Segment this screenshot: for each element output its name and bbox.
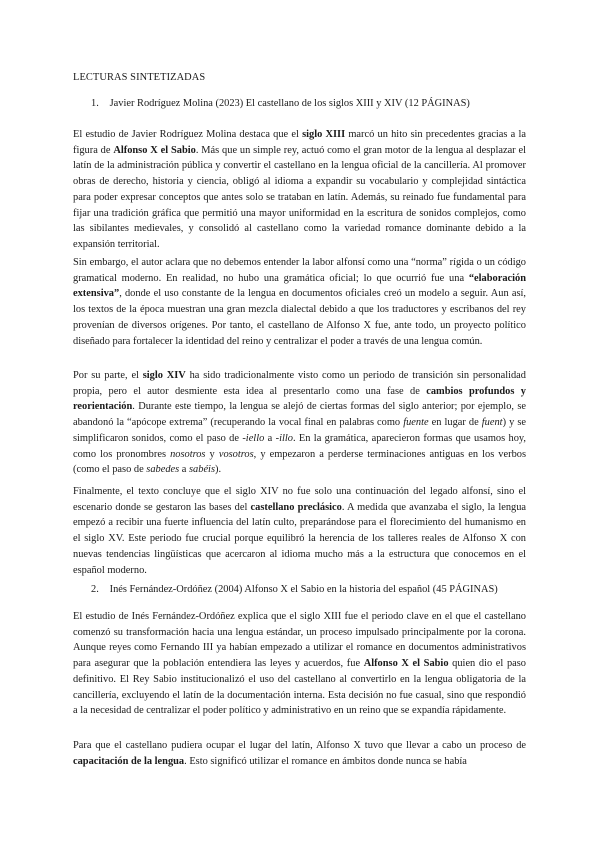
bold-text: “elaboración extensiva” [73,272,526,300]
text-run: , donde el uso constante de la lengua en documentos oficiales creó un modelo a seguir. Aun así, los textos de la época muestran una gran mezcla dialectal debido a que los traductores y escribanos del rey provenían de diversos orígenes. Por tanto, el castellano de Alfonso X fue, ante todo, un proyecto político diseñado para fortalecer la identidad del reino y centralizar el poder a través de una lengua común. [73,288,526,347]
paragraph [73,368,526,478]
bold-text: capacitación de la lengua [73,755,185,767]
text-run: , y empezaron a perderse terminaciones antiguas en los verbos (como el paso de [73,448,527,476]
section-number: 2. [91,584,99,595]
text-run: . A medida que avanzaba el siglo, la lengua empezó a recibir una fuerte influencia del latín culto, preparándose para el florecimiento del humanismo en el siglo XV. Este periodo fue crucial porque equilibró la herencia de los talleres reales de Alfonso X con nuevas tendencias lingüísticas que acercaron al idioma mucho más a la estructura que conocemos en el español moderno. [73,501,527,576]
text-run: a [264,432,276,444]
section-heading [91,98,470,109]
paragraph [73,127,526,253]
paragraph [73,738,526,769]
text-run: ha sido tradicionalmente visto como un periodo de transición sin personalidad propia, pero el autor desmiente esta idea al presentarlo como una fase de [73,370,526,397]
text-run: Para que el castellano pudiera ocupar el lugar del latín, Alfonso X tuvo que llevar a cabo un proceso de [73,740,526,751]
text-run: marcó un hito sin precedentes gracias a la figura de [73,129,526,156]
text-run: Por su parte, el [73,370,143,381]
bold-text: siglo XIII [302,129,346,140]
bold-text: castellano preclásico [250,501,342,513]
text-run: . Durante este tiempo, la lengua se alejó de ciertas formas del siglo anterior; por ejemplo, se abandonó la “apócope extrema” (recuperando la vocal final en palabras como [73,401,526,429]
paragraph [73,609,526,719]
text-run: Sin embargo, el autor aclara que no debemos entender la labor alfonsí como una “norma” rígida o un código gramatical moderno. En realidad, no hubo una gramática oficial; lo que ocurrió fue una [73,257,526,284]
bold-text: siglo XIV [142,370,186,381]
text-run: y [205,448,219,460]
text-run: ) y se simplificaron sonidos, como el paso de [73,417,527,444]
text-run: . En la gramática, aparecieron formas que usamos hoy, como los pronombres [73,432,527,460]
section-number: 1. [91,98,99,109]
italic-text: -illo [275,432,293,444]
text-run: a [179,464,190,476]
text-run: . Más que un simple rey, actuó como el gran motor de la lengua al desplazar el latín de la administración pública y convertir el castellano en la lengua oficial de la cancillería. Al promover obras de derecho, historia y ciencia, obligó al idioma a expandir su vocabulario y complejidad sintáctica para poder expresar conceptos que antes solo se trataban en latín. Además, su reinado fue fundamental para fijar una tradición gráfica que permitió una mayor uniformidad en la escritura de sonidos complejos, como las sibilantes medievales, y consolidó al castellano como la variedad romance dominante debido a la expansión territorial. [73,144,526,250]
paragraph [73,484,526,578]
text-run: Finalmente, el texto concluye que el siglo XIV no fue solo una continuación del legado alfonsí, sino el escenario donde se gestaron las bases del [73,486,526,513]
bold-text: Alfonso X el Sabio [113,144,196,156]
bold-text: cambios profundos y reorientación [73,385,526,413]
italic-text: nosotros [170,448,206,460]
bold-text: Alfonso X el Sabio [363,658,449,670]
italic-text: sabedes [146,464,180,476]
paragraph [73,255,526,349]
italic-text: -iello [242,432,265,444]
section-heading-text: Javier Rodríguez Molina (2023) El castellano de los siglos XIII y XIV (12 PÁGINAS) [109,98,470,109]
section-heading [91,584,498,595]
text-run: El estudio de Javier Rodríguez Molina destaca que el [73,129,303,140]
section-heading-text: Inés Fernández-Ordóñez (2004) Alfonso X el Sabio en la historia del español (45 PÁGINAS) [109,584,498,595]
text-run: quien dio el paso definitivo. El Rey Sabio institucionalizó el uso del castellano al convertirlo en la lengua obligatoria de la cancillería, excluyendo el latín de la documentación interna. Esta decisión no fue casual, sino que respondió a la necesidad de centralizar el poder político y administrativo en un reino que se expandía rápidamente. [73,658,526,717]
italic-text: sabéis [189,464,215,476]
italic-text: fuente [403,417,429,429]
text-run: . Esto significó utilizar el romance en ámbitos donde nunca se había [184,755,467,767]
italic-text: vosotros [218,448,254,460]
document-title: LECTURAS SINTETIZADAS [73,72,206,83]
text-run: en lugar de [428,417,482,429]
text-run: ). [215,464,222,476]
italic-text: fuent [481,417,503,429]
text-run: El estudio de Inés Fernández-Ordóñez explica que el siglo XIII fue el periodo clave en el que el castellano comenzó su transformación hacia una lengua estándar, un proceso impulsado principalmente por la corona. Aunque reyes como Fernando III ya habían empezado a utilizar el romance en documentos administrativos para asegurar que la población entendiera las leyes y acuerdos, fue [73,611,526,670]
